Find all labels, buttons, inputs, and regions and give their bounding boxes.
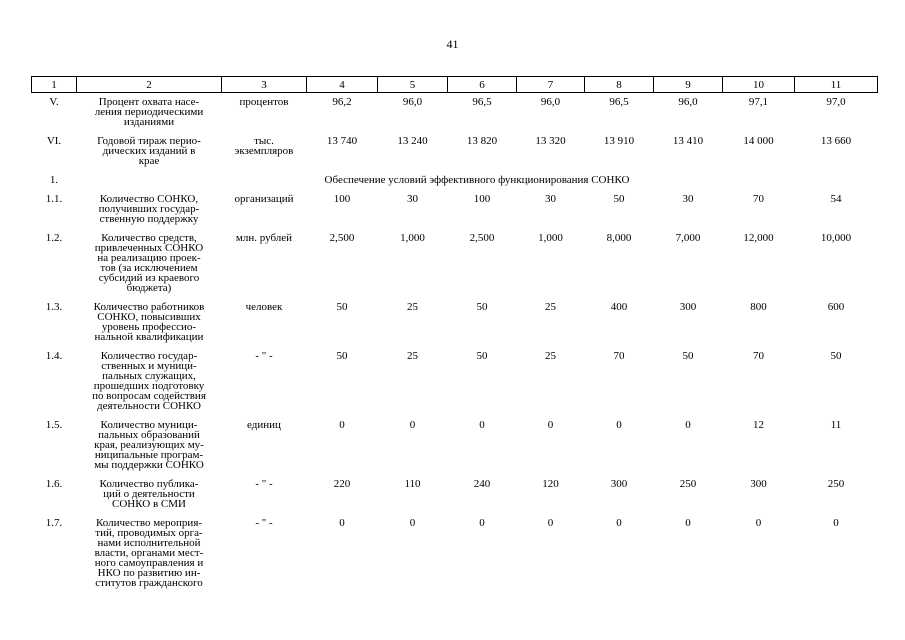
value-cell: 97,0 xyxy=(826,96,846,108)
value-cell: 300 xyxy=(679,301,697,313)
value-cell: 30 xyxy=(407,193,418,205)
table-row xyxy=(32,347,878,416)
indicator-name-line: нальной квалификации xyxy=(94,331,204,343)
header-cell: 1 xyxy=(32,77,77,93)
unit-line: организаций xyxy=(234,193,294,205)
row-number: 1. xyxy=(49,174,59,186)
indicator-name-line: привлеченных СОНКО xyxy=(94,242,204,254)
row-number: VI. xyxy=(46,135,62,147)
value-cell: 0 xyxy=(339,419,345,431)
indicator-name-line: Количество работников xyxy=(93,301,205,313)
value-cell: 96,0 xyxy=(402,96,423,108)
value-cell: 1,000 xyxy=(538,232,563,244)
indicator-name-line: бюджета) xyxy=(126,282,172,294)
indicator-name-line: дических изданий в xyxy=(102,145,196,157)
indicator-name-line: Количество государ- xyxy=(100,350,198,362)
value-cell: 96,0 xyxy=(678,96,698,108)
value-cell: 30 xyxy=(545,193,556,205)
indicator-name-line: изданиями xyxy=(123,116,175,128)
header-cell: 8 xyxy=(585,77,654,93)
value-cell: 0 xyxy=(479,419,485,431)
indicator-name-line: получивших государ- xyxy=(98,203,200,215)
value-cell: 7,000 xyxy=(675,232,701,244)
indicator-name xyxy=(77,229,222,298)
unit-line: единиц xyxy=(247,419,281,431)
table-row xyxy=(32,132,878,171)
header-cell: 11 xyxy=(795,77,878,93)
value-cell: 0 xyxy=(755,517,762,529)
value-cell: 800 xyxy=(750,301,767,313)
indicator-name-line: ниципальные програм- xyxy=(94,449,204,461)
table-row xyxy=(32,298,878,347)
value-cell: 14 000 xyxy=(743,135,774,147)
value-cell: 13 410 xyxy=(672,135,704,147)
unit-line: - " - xyxy=(255,478,273,490)
header-cell: 5 xyxy=(378,77,448,93)
value-cell: 96,0 xyxy=(540,96,561,108)
table-row xyxy=(32,514,878,593)
value-cell: 220 xyxy=(333,478,351,490)
indicator-name xyxy=(77,132,222,171)
unit-cell xyxy=(222,93,307,133)
header-cell: 10 xyxy=(723,77,795,93)
value-cell: 13 240 xyxy=(397,135,428,147)
value-cell: 50 xyxy=(476,350,488,362)
value-cell: 13 820 xyxy=(466,135,498,147)
indicator-name-line: мы поддержки СОНКО xyxy=(94,459,204,471)
indicator-name-line: по вопросам содействия xyxy=(92,390,206,402)
value-cell: 0 xyxy=(616,517,622,529)
value-cell: 12,000 xyxy=(743,232,774,244)
indicator-name-line: крае xyxy=(138,155,160,167)
header-cell: 3 xyxy=(222,77,307,93)
unit-line: - " - xyxy=(255,517,273,529)
value-cell: 12 xyxy=(753,419,764,431)
value-cell: 120 xyxy=(542,478,559,490)
unit-cell xyxy=(222,416,307,475)
value-cell: 400 xyxy=(610,301,628,313)
value-cell: 25 xyxy=(407,350,418,362)
value-cell: 100 xyxy=(473,193,491,205)
unit-cell xyxy=(222,229,307,298)
indicator-name xyxy=(77,298,222,347)
indicator-name-line: Количество СОНКО, xyxy=(99,193,199,205)
indicator-name-line: СОНКО, повысивших xyxy=(97,311,201,323)
value-cell: 50 xyxy=(336,301,348,313)
value-cell: 11 xyxy=(830,419,842,431)
value-cell: 0 xyxy=(479,517,485,529)
indicator-name-line: тов (за исключением xyxy=(100,262,198,274)
indicator-name xyxy=(77,93,222,133)
indicator-name-line: Количество мероприя- xyxy=(95,517,203,529)
unit-line: тыс. xyxy=(254,135,274,147)
row-number: 1.3. xyxy=(45,301,63,313)
unit-cell xyxy=(222,514,307,593)
unit-line: процентов xyxy=(239,96,289,108)
value-cell: 96,5 xyxy=(609,96,629,108)
value-cell: 13 910 xyxy=(603,135,635,147)
value-cell: 300 xyxy=(610,478,628,490)
row-number: 1.1. xyxy=(45,193,63,205)
row-number: V. xyxy=(49,96,59,108)
value-cell: 1,000 xyxy=(400,232,425,244)
value-cell: 0 xyxy=(409,419,416,431)
page-number: 41 xyxy=(446,37,459,51)
value-cell: 50 xyxy=(476,301,488,313)
value-cell: 2,500 xyxy=(469,232,495,244)
indicator-name-line: ций о деятельности xyxy=(103,488,195,500)
value-cell: 54 xyxy=(830,193,842,205)
indicator-name-line: ственную поддержку xyxy=(99,213,199,225)
value-cell: 70 xyxy=(753,350,764,362)
indicator-name-line: ного самоуправления и xyxy=(94,557,204,569)
value-cell: 13 660 xyxy=(820,135,852,147)
value-cell: 96,2 xyxy=(332,96,352,108)
value-cell: 70 xyxy=(613,350,625,362)
value-cell: 0 xyxy=(547,517,554,529)
unit-cell xyxy=(222,298,307,347)
indicator-name xyxy=(77,416,222,475)
value-cell: 110 xyxy=(404,478,421,490)
section-title: Обеспечение условий эффективного функционирования СОНКО xyxy=(324,174,630,186)
value-cell: 50 xyxy=(830,350,842,362)
value-cell: 0 xyxy=(339,517,345,529)
value-cell: 600 xyxy=(827,301,845,313)
row-number: 1.2. xyxy=(45,232,63,244)
indicator-name-line: пальных служащих, xyxy=(102,370,196,382)
indicator-name-line: Процент охвата насе- xyxy=(98,96,200,108)
indicator-name-line: Количество публика- xyxy=(99,478,199,490)
indicator-name-line: субсидий из краевого xyxy=(98,272,200,284)
indicator-name-line: пальных образований xyxy=(98,429,200,441)
value-cell: 0 xyxy=(616,419,622,431)
indicator-name-line: ственных и муници- xyxy=(101,360,197,372)
value-cell: 70 xyxy=(753,193,764,205)
indicator-name-line: власти, органами мест- xyxy=(94,547,204,559)
unit-line: - " - xyxy=(255,350,273,362)
indicator-name-line: прошедших подготовку xyxy=(93,380,205,392)
indicator-name-line: на реализацию проек- xyxy=(97,252,201,264)
indicator-name-line: Годовой тираж перио- xyxy=(97,135,201,147)
indicator-name-line: края, реализующих му- xyxy=(94,439,204,451)
value-cell: 0 xyxy=(685,419,691,431)
indicator-name xyxy=(77,190,222,229)
indicator-name xyxy=(77,514,222,593)
unit-line: млн. рублей xyxy=(235,232,293,244)
indicator-name xyxy=(77,475,222,514)
value-cell: 13 740 xyxy=(326,135,358,147)
section-row xyxy=(32,171,878,190)
header-cell: 6 xyxy=(448,77,517,93)
value-cell: 13 320 xyxy=(535,135,566,147)
value-cell: 97,1 xyxy=(748,96,769,108)
table-row xyxy=(32,475,878,514)
indicator-name-line: НКО по развитию ин- xyxy=(97,567,201,579)
unit-cell xyxy=(222,190,307,229)
indicator-name xyxy=(77,347,222,416)
header-cell: 7 xyxy=(517,77,585,93)
row-number: 1.4. xyxy=(45,350,63,362)
value-cell: 50 xyxy=(682,350,694,362)
value-cell: 96,5 xyxy=(472,96,492,108)
header-cell: 4 xyxy=(307,77,378,93)
value-cell: 10,000 xyxy=(820,232,852,244)
value-cell: 300 xyxy=(750,478,767,490)
indicator-name-line: Количество средств, xyxy=(101,232,197,244)
value-cell: 25 xyxy=(545,350,556,362)
value-cell: 25 xyxy=(407,301,418,313)
row-number: 1.6. xyxy=(45,478,63,490)
row-number: 1.7. xyxy=(45,517,63,529)
indicators-table xyxy=(31,76,878,593)
header-cell: 9 xyxy=(654,77,723,93)
table-row xyxy=(32,416,878,475)
value-cell: 240 xyxy=(473,478,491,490)
indicator-name-line: уровень профессио- xyxy=(101,321,197,333)
value-cell: 30 xyxy=(682,193,694,205)
value-cell: 0 xyxy=(833,517,839,529)
table-row xyxy=(32,190,878,229)
value-cell: 0 xyxy=(547,419,554,431)
unit-cell xyxy=(222,132,307,171)
indicator-name-line: Количество муници- xyxy=(100,419,198,431)
value-cell: 0 xyxy=(409,517,416,529)
table-header-row xyxy=(32,77,878,93)
indicator-name-line: нами исполнительной xyxy=(97,537,201,549)
indicator-name-line: СОНКО в СМИ xyxy=(112,498,186,510)
value-cell: 2,500 xyxy=(329,232,355,244)
table-row xyxy=(32,229,878,298)
unit-line: человек xyxy=(245,301,283,313)
value-cell: 50 xyxy=(613,193,625,205)
table-body xyxy=(32,93,878,594)
value-cell: 25 xyxy=(545,301,556,313)
unit-line: экземпляров xyxy=(234,145,294,157)
indicator-name-line: ления периодическими xyxy=(94,106,204,118)
value-cell: 250 xyxy=(827,478,845,490)
header-cell: 2 xyxy=(77,77,222,93)
value-cell: 8,000 xyxy=(606,232,632,244)
unit-cell xyxy=(222,347,307,416)
indicator-name-line: деятельности СОНКО xyxy=(97,400,201,412)
unit-cell xyxy=(222,475,307,514)
row-number: 1.5. xyxy=(45,419,63,431)
value-cell: 50 xyxy=(336,350,348,362)
value-cell: 100 xyxy=(333,193,351,205)
value-cell: 250 xyxy=(679,478,697,490)
table-row xyxy=(32,93,878,133)
indicator-name-line: ститутов гражданского xyxy=(95,577,203,589)
indicator-name-line: тий, проводимых орга- xyxy=(95,527,203,539)
value-cell: 0 xyxy=(685,517,691,529)
